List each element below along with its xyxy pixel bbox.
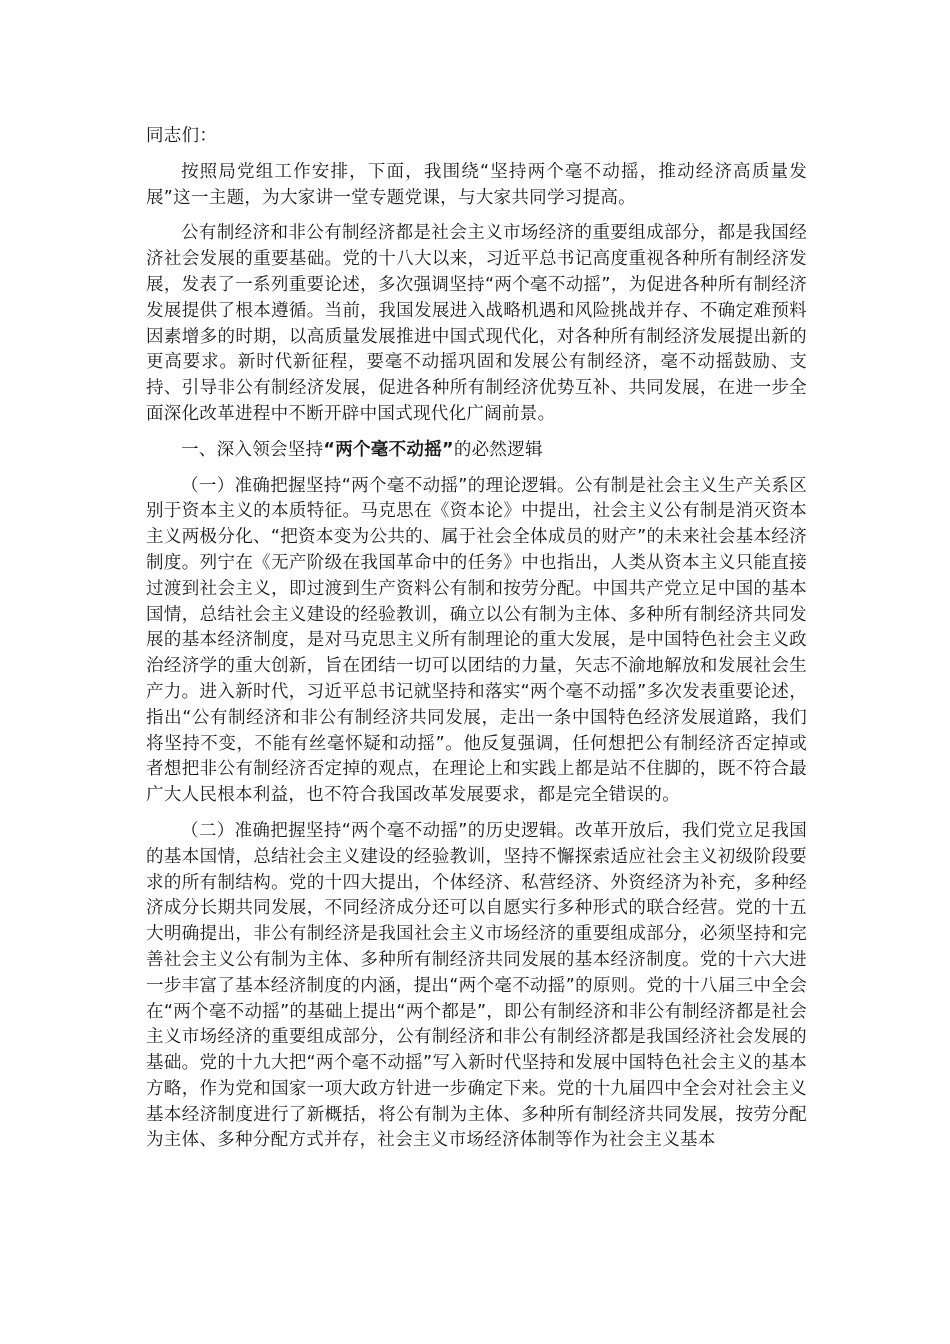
section-heading-1 bbox=[146, 438, 807, 464]
salutation: 同志们： bbox=[146, 126, 218, 146]
paragraph-theory: （一）准确把握坚持“两个毫不动摇”的理论逻辑。公有制是社会主义生产关系区别于资本主义的本质特征。马克思在《资本论》中提出，社会主义公有制是消灭资本主义两极分化、“把资本变为公共的、属于社会全体成员的财产”的未来社会基本经济制度。列宁在《无产阶级在我国革命中的任务》中也指出，人类从资本主义只能直接过渡到社会主义，即过渡到生产资料公有制和按劳分配。中国共产党立足中国的基本国情，总结社会主义建设的经验教训，确立以公有制为主体、多种所有制经济共同发展的基本经济制度，是对马克思主义所有制理论的重大发展，是中国特色社会主义政治经济学的重大创新，旨在团结一切可以团结的力量，矢志不渝地解放和发展社会生产力。进入新时代，习近平总书记就坚持和落实“两个毫不动摇”多次发表重要论述，指出“公有制经济和非公有制经济共同发展，走出一条中国特色经济发展道路，我们将坚持不变，不能有丝毫怀疑和动摇”。他反复强调，任何想把公有制经济否定掉或者想把非公有制经济否定掉的观点，在理论上和实践上都是站不住脚的，既不符合最广大人民根本利益，也不符合我国改革发展要求，都是完全错误的。 bbox=[146, 475, 807, 806]
section-heading-prefix: 一、深入领会坚持 bbox=[181, 439, 324, 460]
section-heading-suffix: 的必然逻辑 bbox=[453, 439, 543, 460]
paragraph-history: （二）准确把握坚持“两个毫不动摇”的历史逻辑。改革开放后，我们党立足我国的基本国情，总结社会主义建设的经验教训，坚持不懈探索适应社会主义初级阶段要求的所有制结构。党的十四大提出，个体经济、私营经济、外资经济为补充，多种经济成分长期共同发展，不同经济成分还可以自愿实行多种形式的联合经营。党的十五大明确提出，非公有制经济是我国社会主义市场经济的重要组成部分，必须坚持和完善社会主义公有制为主体、多种所有制经济共同发展的基本经济制度。党的十六大进一步丰富了基本经济制度的内涵，提出“两个毫不动摇”的原则。党的十八届三中全会在“两个毫不动摇”的基础上提出“两个都是”，即公有制经济和非公有制经济都是社会主义市场经济的重要组成部分，公有制经济和非公有制经济都是我国经济社会发展的基础。党的十九大把“两个毫不动摇”写入新时代坚持和发展中国特色社会主义的基本方略，作为党和国家一项大政方针进一步确定下来。党的十九届四中全会对社会主义基本经济制度进行了新概括，将公有制为主体、多种所有制经济共同发展，按劳分配为主体、多种分配方式并存，社会主义市场经济体制等作为社会主义基本 bbox=[146, 820, 807, 1151]
paragraph-intro: 按照局党组工作安排，下面，我围绕“坚持两个毫不动摇，推动经济高质量发展”这一主题，为大家讲一堂专题党课，与大家共同学习提高。 bbox=[146, 161, 807, 208]
paragraph-overview: 公有制经济和非公有制经济都是社会主义市场经济的重要组成部分，都是我国经济社会发展的重要基础。党的十八大以来，习近平总书记高度重视各种所有制经济发展，发表了一系列重要论述，多次强调坚持“两个毫不动摇”，为促进各种所有制经济发展提供了根本遵循。当前，我国发展进入战略机遇和风险挑战并存、不确定难预料因素增多的时期，以高质量发展推进中国式现代化，对各种所有制经济发展提出新的更高要求。新时代新征程，要毫不动摇巩固和发展公有制经济，毫不动摇鼓励、支持、引导非公有制经济发展，促进各种所有制经济优势互补、共同发展，在进一步全面深化改革进程中不断开辟中国式现代化广阔前景。 bbox=[146, 223, 807, 424]
section-heading-quoted: “两个毫不动摇” bbox=[323, 439, 454, 460]
document-page bbox=[146, 124, 807, 1164]
